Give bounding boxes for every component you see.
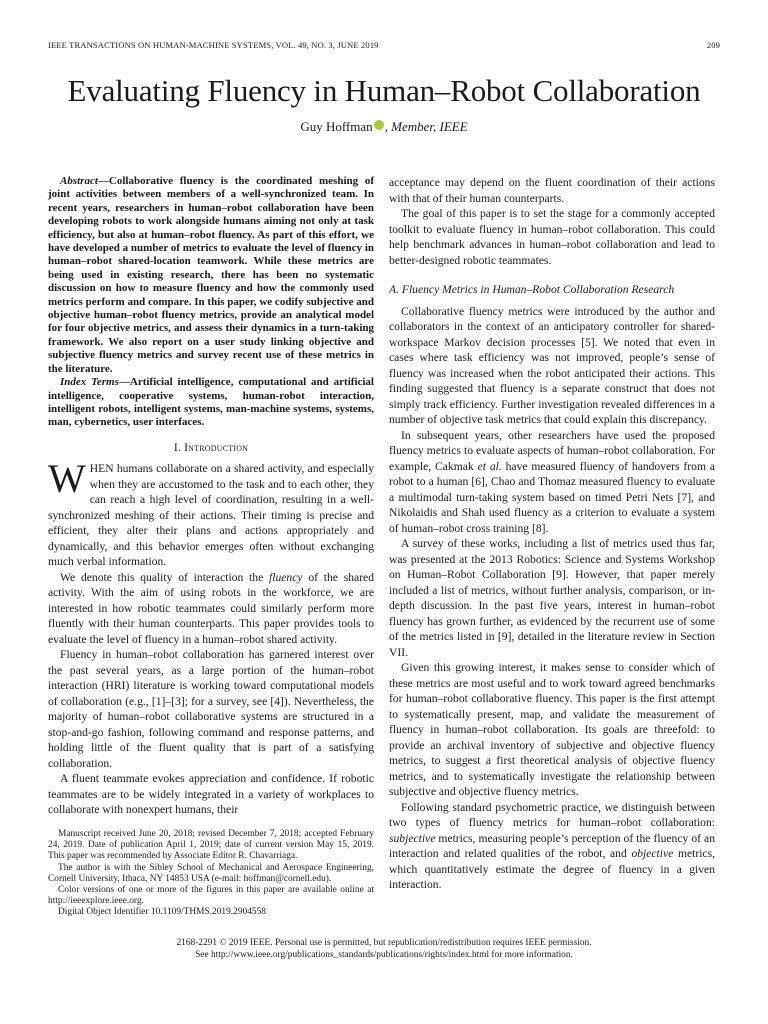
footnotes [48, 829, 374, 919]
index-terms-text: —Artificial intelligence, computational and artificial intelligence, cooperative systems, human-robot interaction, intelligent robots, intelligent systems, man-machine systems, systems, man, cybernetics, user interfaces. [48, 376, 374, 429]
et-al-emphasis: et al. [477, 459, 502, 473]
subsection-heading: A. Fluency Metrics in Human–Robot Collaboration Research [389, 283, 675, 296]
orcid-icon[interactable] [374, 120, 384, 130]
right-paragraph-6: Given this growing interest, it makes sense to consider which of these metrics are most useful and to work toward agreed benchmarks for human–robot collaborative fluency. This paper is the first attempt to systematically present, map, and validate the measurement of fluency in human–robot collaboration. Its goals are threefold: to provide an archival inventory of subjective and objective fluency metrics, to suggest a first theoretical analysis of objective fluency metrics, and to systematically investigate the relationship between subjective and objective fluency metrics. [389, 661, 715, 798]
running-header [48, 40, 720, 50]
intro-paragraph-2: We denote this quality of interaction the fluency of the shared activity. With the aim of using robots in the workforce, we are interested in how robotic teammates could similarly perform more fluently with their human counterparts. This paper provides tools to evaluate the level of fluency in a human–robot shared activity. [48, 570, 374, 646]
first-word-rest: HEN [89, 462, 114, 476]
paper-title: Evaluating Fluency in Human–Robot Collaboration [67, 73, 701, 108]
right-paragraph-3: Collaborative fluency metrics were introduced by the author and collaborators in the context of an anticipatory controller for shared-workspace Markov decision processes [5]. We noted that even in cases where task efficiency was not improved, people’s sense of fluency was increased when the robot anticipated their actions. This finding suggested that fluency is a separate construct that does not simply track efficiency. Further investigation revealed differences in a number of objective task metrics that could explain this discrepancy. [389, 304, 715, 426]
copyright-line-1: 2168-2291 © 2019 IEEE. Personal use is permitted, but republication/redistribution requires IEEE permission. [176, 938, 592, 948]
objective-emphasis: objective [631, 847, 674, 860]
copyright-notice [0, 937, 768, 961]
intro-paragraph-4: A fluent teammate evokes appreciation and confidence. If robotic teammates are to be widely integrated in a variety of workplaces to collaborate with nonexpert humans, their [48, 772, 374, 817]
right-paragraph-4: In subsequent years, other researchers have used the proposed fluency metrics to evaluate aspects of human–robot collaboration. For example, Cakmak et al. have measured fluency of handovers from a robot to a human [6], Chao and Thomaz measured fluency to evaluate a multimodal turn-taking system based on timed Petri Nets [7], and Nikolaidis and Shah used fluency as a criterion to evaluate a system of human–robot cross training [8]. [389, 428, 715, 535]
right-paragraph-1: acceptance may depend on the fluent coordination of their actions with that of their human counterparts. [389, 176, 715, 205]
journal-name: IEEE TRANSACTIONS ON HUMAN-MACHINE SYSTEMS, VOL. 49, NO. 3, JUNE 2019 [48, 40, 379, 50]
copyright-line-2: See http://www.ieee.org/publications_standards/publications/rights/index.html for more information. [195, 950, 573, 960]
footnote-doi: Digital Object Identifier 10.1109/THMS.2019.2904558 [58, 907, 266, 918]
index-terms-label: Index Terms [60, 376, 119, 389]
section-title: Introduction [184, 440, 249, 454]
drop-cap: W [48, 456, 86, 502]
footnote-color-versions: Color versions of one or more of the figures in this paper are available online at http://ieeexplore.ieee.org. [48, 885, 374, 907]
subjective-emphasis: subjective [389, 831, 436, 845]
author-membership: , Member, IEEE [384, 119, 468, 134]
section-number: I. [173, 440, 181, 454]
page-number: 209 [706, 40, 720, 50]
abstract-text: —Collaborative fluency is the coordinated meshing of joint activities between members of a well-synchronized team. In recent years, researchers in human–robot collaboration have been developing robots to work alongside humans aiming not only at task efficiency, but also at human–robot fluency. As part of this effort, we have developed a number of metrics to evaluate the level of fluency in human–robot shared-location teamwork. While these metrics are being used in existing research, there has been no systematic discussion on how to measure fluency and how the commonly used metrics perform and compare. In this paper, we codify subjective and objective human–robot fluency metrics, provide an analytical model for four objective metrics, and assess their dynamics in a turn-taking framework. We also report on a user study linking objective and subjective fluency metrics and survey recent use of these metrics in the literature. [48, 175, 374, 375]
author-name: Guy Hoffman [300, 119, 373, 134]
intro-p1-text: humans collaborate on a shared activity, and especially when they are accustomed to the task and to each other, they can reach a high level of coordination, resulting in a well-synchronized meshing of their actions. Their timing is precise and efficient, they alter their plans and actions appropriately and dynamically, and this behavior emerges often without exchanging much verbal information. [48, 462, 374, 569]
fluency-emphasis: fluency [269, 570, 303, 584]
abstract [48, 175, 374, 376]
intro-paragraph-3: Fluency in human–robot collaboration has garnered interest over the past several years, as a large portion of the human–robot interaction (HRI) literature is working toward computational models of collaboration (e.g., [1]–[3]; for a survey, see [4]). Nevertheless, the majority of human–robot collaborative systems are structured in a stop-and-go fashion, following command and response patterns, and holding little of the fluent quality that is part of a satisfying collaboration. [48, 648, 374, 770]
footnote-manuscript: Manuscript received June 20, 2018; revised December 7, 2018; accepted February 24, 2019. Date of publication April 1, 2019; date of current version May 15, 2019. This paper was recommended by Associate Editor R. Chavarriaga. [48, 829, 374, 862]
author-line [0, 119, 768, 135]
footnote-affiliation: The author is with the Sibley School of Mechanical and Aerospace Engineering, Cornell University, Ithaca, NY 14853 USA (e-mail: hoffman@cornell.edu). [48, 862, 374, 884]
right-column [389, 175, 715, 893]
section-heading-introduction [48, 440, 374, 456]
index-terms [48, 376, 374, 430]
right-paragraph-5: A survey of these works, including a list of metrics used thus far, was presented at the 2013 Robotics: Science and Systems Workshop on Human–Robot Collaboration [9]. However, that paper merely included a list of metrics, without further analysis, comparison, or in-depth discussion. In the past five years, interest in human–robot fluency has grown further, as evidenced by the recurrent use of some of the metrics listed in [9], detailed in the literature review in Section VII. [389, 537, 715, 659]
right-paragraph-2: The goal of this paper is to set the stage for a commonly accepted toolkit to evaluate fluency in human–robot collaboration. This could help benchmark advances in human–robot collaboration and lead to better-designed robotic teammates. [389, 207, 715, 267]
intro-paragraph-1 [48, 456, 374, 570]
right-paragraph-7: Following standard psychometric practice, we distinguish between two types of fluency metrics for human–robot collaboration: subjective metrics, measuring people’s perception of the fluency of an interaction and related qualities of the robot, and objective metrics, which quantitatively estimate the degree of fluency in a given interaction. [389, 800, 715, 891]
left-column [48, 175, 374, 818]
abstract-label: Abstract [60, 175, 98, 187]
